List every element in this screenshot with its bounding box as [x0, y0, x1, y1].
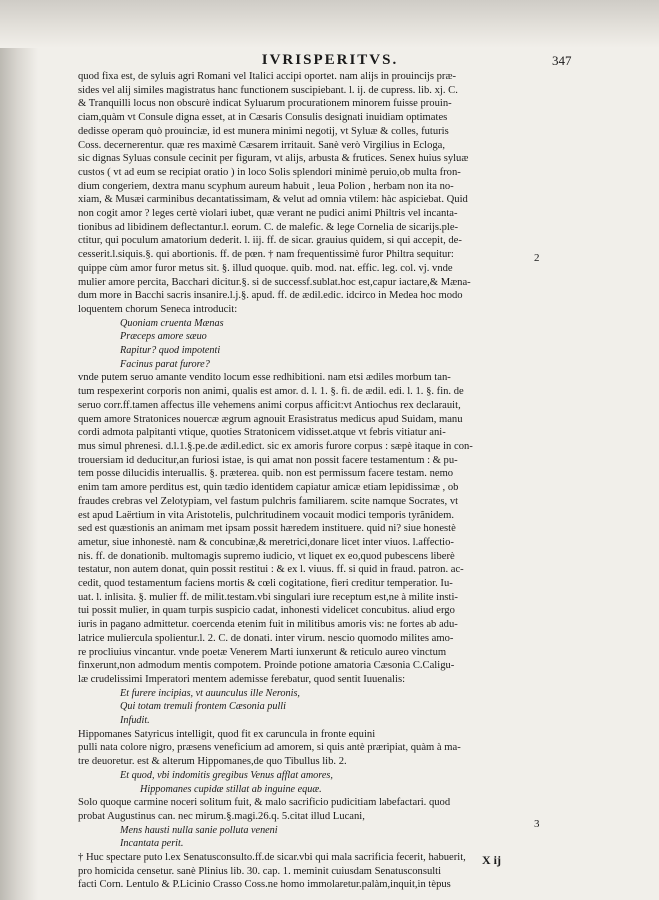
text-line: ciam,quàm vt Consule digna esset, at in Cæsaris Consulis designati inuidiam optimates [78, 112, 448, 124]
text-line: ctitur, qui poculum amatorium dederit. l. iij. ff. de sicar. grauius quidem, si qui accepit, de- [78, 235, 462, 247]
text-line: tum respexerint corporis non animi, qualis est amor. d. l. 1. §. fi. de ædil. edi. l. 1. §. fin. de [78, 386, 464, 398]
text-line: sed est quæstionis an animam met ipsam possit hæredem instituere. quid ni? siue honestè [78, 523, 456, 535]
text-line: mus simul phrenesi. d.l.1.§.pe.de ædil.edict. sic ex amoris furore corpus : sæpè itaque in con- [78, 440, 473, 452]
text-line: re procliuius vincantur. vnde poetæ Venerem Marti iunxerunt & reticulo aureo vinctum [78, 646, 447, 658]
verse-line: Et furere incipias, vt auunculus ille Neronis, [120, 687, 300, 699]
text-line: quod fixa est, de syluis agri Romani vel Italici accipi oportet. nam alijs in prouincijs præ- [78, 71, 457, 82]
text-line: testatur, non autem donat, quin possit restitui : & ex l. viuus. ff. si quid in fraud. patron. ac- [78, 564, 464, 576]
text-line: iuris in pagano admittetur. coercenda etenim fuit in militibus amoris vis: ne fortes ab adu- [78, 619, 458, 631]
verse-line: Hippomanes cupidæ stillat ab inguine equæ. [140, 783, 322, 795]
text-line: facti Corn. Lentulo & P.Licinio Crasso Coss.ne homo immolaretur.palàm,inquit,in tèpus [78, 879, 451, 891]
text-line: † Huc spectare puto l.ex Senatusconsulto.ff.de sicar.vbi qui mala sacrificia fecerit, habuerit, [78, 852, 466, 864]
verse-line: Rapitur? quod impotenti [120, 345, 221, 357]
text-line: est apud Laërtium in vita Aristotelis, pulchritudinem vocauit modici temporis tyrãnidem. [78, 509, 455, 521]
text-line: ametur, siue inhonestè. nam & concubinæ,& meretrici,donare licet inter viuos. l.affectio- [78, 536, 454, 548]
page-edge-shadow [0, 0, 38, 900]
verse-line: Quoniam cruenta Mænas [120, 317, 224, 329]
text-line: dum more in Bacchi sacris insanire.l.j.§. apud. ff. de ædil.edic. idcirco in Medea hoc modo [78, 290, 463, 302]
text-line: tui possit mulier, in quam turpis suspicio cadat, inhonesti videlicet concubitus. aliud ergo [78, 605, 455, 617]
page-top-shadow [0, 0, 659, 48]
text-line: finxerunt,non admodum mentis compotem. Proinde potione amatoria Cæsonia C.Caligu- [78, 660, 455, 672]
text-line: dium congeriem, dextra manu scyphum aureum habuit , leua Polion , herbam non ita no- [78, 180, 454, 192]
signature-mark: X ij [482, 853, 501, 867]
text-line: loquentem chorum Seneca introducit: [78, 303, 238, 315]
margin-note: 3 [534, 818, 540, 830]
text-line: probat Augustinus can. nec mirum.§.magi.26.q. 5.citat illud Lucani, [78, 810, 365, 822]
text-line: cordi admota palpitanti vtique, quoties Stratonicem vidisset.atque vt febris vitiatur ani- [78, 427, 446, 439]
text-line: mulier amore percita, Bacchari dicitur.§. si de successf.sublat.hoc est,capur iactare,& Mæna- [78, 276, 471, 288]
running-head: IVRISPERITVS. [261, 52, 399, 68]
text-line: Hippomanes Satyricus intelligit, quod fit ex caruncula in fronte equini [78, 728, 376, 740]
text-line: seruo corr.ff.tamen affectus ille vehemens animi corpus afficit:vt Antiochus rex declarauit, [78, 399, 461, 411]
text-line: trouersiam id deducitur,an furiosi istae, is qui amat non possit facere testamentum : & pu- [78, 454, 458, 466]
verse-line: Qui totam tremuli frontem Cæsonia pulli [120, 701, 286, 713]
text-line: enim tam amore perditus est, quin tædio identidem capiatur amicæ etiam lepidissimæ , ob [78, 482, 459, 494]
text-line: cesserit.l.siquis.§. qui abortionis. ff. de pœn. † nam frequentissimè furor Philtra sequitur: [78, 249, 454, 261]
verse-line: Incantata perit. [120, 838, 184, 850]
verse-line: Infudit. [120, 715, 150, 727]
text-line: Solo quoque carmine noceri solitum fuit, & malo sacrificio pudicitiam labefactari. quod [78, 797, 451, 809]
text-line: tionibus ad libidinem deflectantur.l. eorum. C. de malefic. & lege Cornelia de sicarijs.ple- [78, 221, 459, 233]
text-line: nis. ff. de donationib. multomagis supremo iudicio, vt liquet ex eo,quod pubescens liberè [78, 550, 455, 562]
page-number: 347 [552, 53, 572, 68]
text-line: tem posse dilucidis interuallis. §. præterea. quib. non est permissum facere testam. nemo [78, 468, 454, 480]
verse-line: Præceps amore sæuo [120, 331, 207, 343]
margin-note: 2 [534, 252, 540, 264]
text-line: pro homicida censetur. sanè Plinius lib. 30. cap. 1. meminit cuiusdam Senatusconsulti [78, 865, 442, 877]
text-line: fraudes crebras vel Zelotypiam, vel fastum pulchris familiarem. scite namque Socrates, vt [78, 495, 459, 507]
text-line: latrice muliercula spolientur.l. 2. C. de donati. inter virum. nescio quomodo milites amo- [78, 632, 454, 644]
text-line: vnde putem seruo amante vendito locum esse redhibitioni. nam etsi ædiles morbum tan- [78, 372, 451, 384]
text-line: quem amore Stratonices nouercæ ægrum agnouit Erasistratus medicus apud Suidam, manu [78, 413, 463, 425]
text-line: uat. l. inlisita. §. mulier ff. de milit.testam.vbi singulari iure receptum est,ne à milite insti- [78, 591, 458, 603]
text-line: quippe cùm amor furor metus sit. §. illud quoque. quib. mod. nat. effic. leg. col. vj. vnde [78, 262, 453, 274]
text-line: tre deuoretur. est & alterum Hippomanes,de quo Tibullus lib. 2. [78, 756, 347, 768]
text-line: sides vel alij similes magistratus hanc functionem suscipiebant. l. ij. de cupress. lib. xj. C. [78, 84, 458, 96]
text-line: cedit, quod testamentum faciens mortis & cœli cogitatione, fieri creditur temperatior. Iu- [78, 578, 453, 590]
text-line: dedisse operam quò prouinciæ, id est munera minimi negotij, vt Syluæ & colles, futuris [78, 125, 449, 137]
verse-line: Et quod, vbi indomitis gregibus Venus afflat amores, [120, 769, 333, 781]
text-line: Coss. decernerentur. quæ res maximè Cæsarem irritauit. Sanè verò Virgilius in Ecloga, [78, 139, 446, 151]
text-line: non cogit amor ? leges certè violari iubet, quæ verant ne pudici animi Philtris vel incanta- [78, 208, 458, 220]
verse-line: Mens hausti nulla sanie polluta veneni [120, 824, 278, 836]
text-line: xiam, & Musæi carminibus decantatissimam, & velut ad omnia vtilem: hàc aspiciebat. Quid [78, 194, 468, 206]
verse-line: Facinus parat furore? [120, 358, 210, 370]
text-line: custos ( vt ad eum se recipiat oratio ) in loco Solis splendori minimè peruio,ob multa fron- [78, 166, 461, 178]
text-line: sic dignas Syluas consule cecinit per figuram, vt alijs, arbusta & frutices. Senex huius syluæ [78, 153, 469, 165]
text-line: pulli nata colore nigro, præsens veneficium ad amorem, si quis antè præripiat, quàm à ma- [78, 742, 461, 754]
text-line: læ crudelissimi Imperatori mentem ademisse ferebatur, quod sentit Iuuenalis: [78, 673, 406, 685]
body-text [78, 70, 526, 892]
text-line: & Tranquilli locus non obscurè indicat Syluarum procurationem minorem fuisse prouin- [78, 98, 452, 110]
